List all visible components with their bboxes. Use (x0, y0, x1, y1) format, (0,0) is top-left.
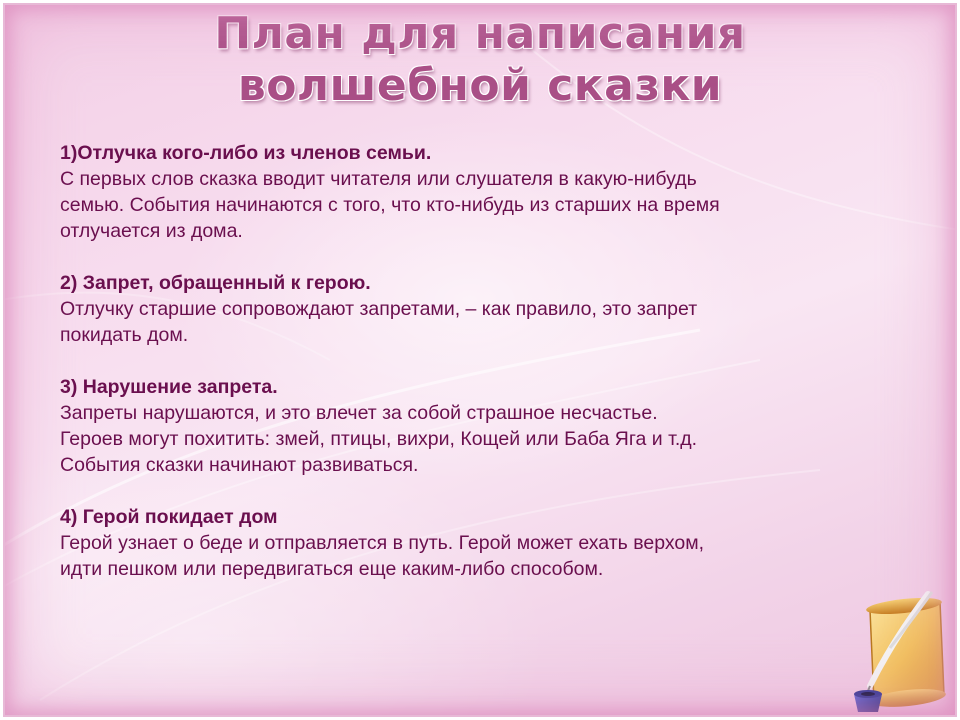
section-text-line: идти пешком или передвигаться еще каким-либо способом. (60, 558, 604, 580)
section-heading: 2) Запрет, обращенный к герою. (60, 272, 371, 294)
plan-content (60, 140, 880, 582)
section-text-line: Запреты нарушаются, и это влечет за собой страшное несчастье. (60, 402, 658, 424)
slide-title (0, 8, 960, 112)
section-text-line: С первых слов сказка вводит читателя или слушателя в какую-нибудь (60, 168, 697, 190)
section-text-line: семью. События начинаются с того, что кто-нибудь из старших на время (60, 194, 720, 216)
plan-section-1 (60, 140, 880, 244)
section-text-line: Героев могут похитить: змей, птицы, вихри, Кощей или Баба Яга и т.д. (60, 428, 698, 450)
section-text-line: отлучается из дома. (60, 220, 243, 242)
section-text-line: покидать дом. (60, 324, 189, 346)
title-line-1: План для написания (214, 8, 746, 59)
plan-section-4 (60, 504, 880, 582)
section-heading: 1)Отлучка кого-либо из членов семьи. (60, 142, 432, 164)
section-text-line: Герой узнает о беде и отправляется в путь. Герой может ехать верхом, (60, 532, 705, 554)
section-text-line: Отлучку старшие сопровождают запретами, – как правило, это запрет (60, 298, 698, 320)
scroll-quill-icon (848, 590, 956, 716)
section-text-line: События сказки начинают развиваться. (60, 454, 419, 476)
section-heading: 4) Герой покидает дом (60, 506, 278, 528)
section-heading: 3) Нарушение запрета. (60, 376, 278, 398)
plan-section-3 (60, 374, 880, 478)
plan-section-2 (60, 270, 880, 348)
title-line-2: волшебной сказки (237, 60, 723, 111)
